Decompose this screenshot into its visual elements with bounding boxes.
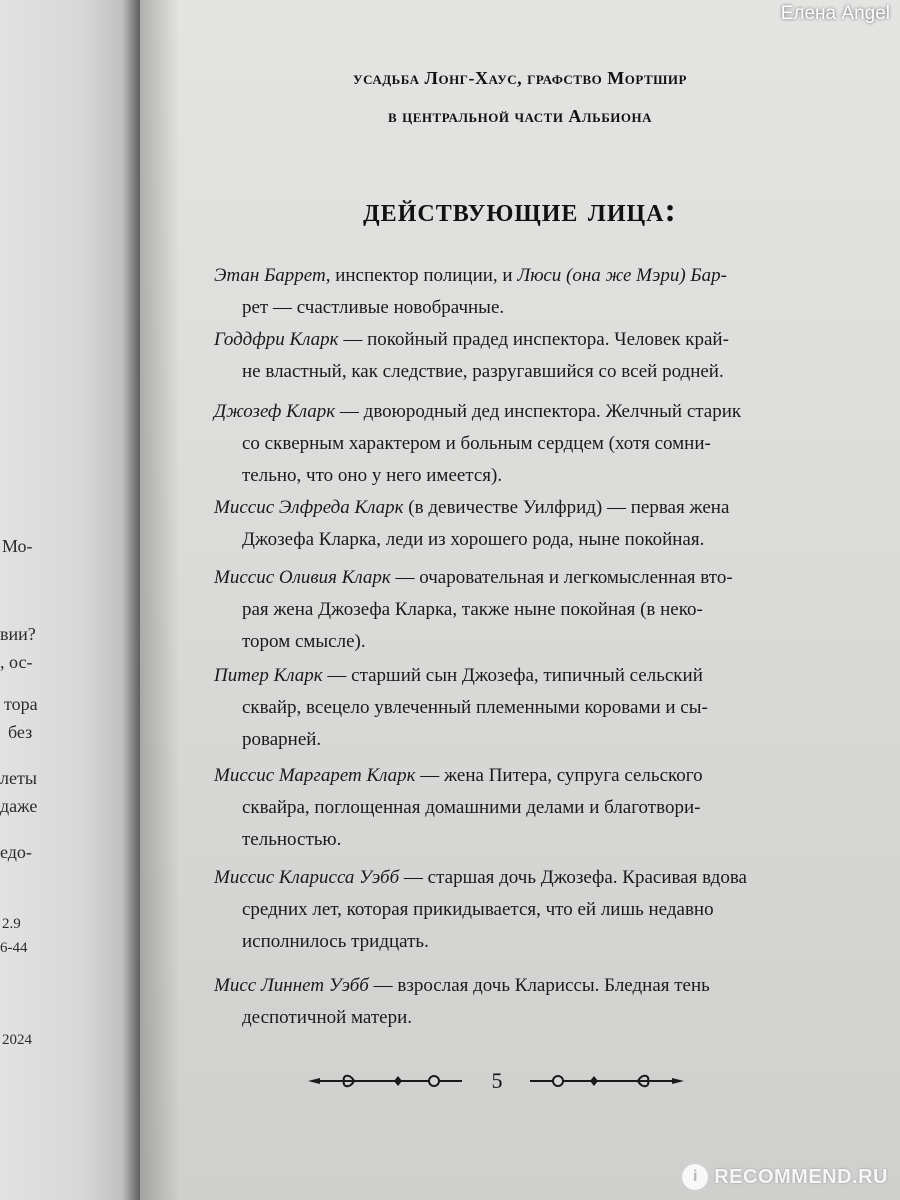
entry-text: рет — счастливые новобрачные. <box>242 297 505 318</box>
entry-text: исполнилось тридцать. <box>242 931 429 952</box>
recommend-logo-icon: i <box>682 1164 708 1190</box>
left-fragment: без <box>8 722 33 742</box>
character-name: Мисс Линнет Уэбб <box>214 975 369 996</box>
character-entry <box>214 760 774 856</box>
left-fragment: тора <box>4 694 38 714</box>
entry-text: тельно, что оно у него имеется). <box>242 465 503 486</box>
entry-text: сквайр, всецело увлеченный племенными коровами и сы- <box>242 697 708 718</box>
character-entry <box>214 260 774 324</box>
entry-text: (в девичестве Уилфрид) — первая жена <box>403 497 730 518</box>
page-heading: действующие лица: <box>363 192 677 229</box>
author-watermark: Елена Angel <box>780 3 890 24</box>
entry-text: со скверным характером и больным сердцем (хотя сомни- <box>242 433 711 454</box>
entry-text: тельностью. <box>242 829 342 850</box>
entry-text: , инспектор полиции, и <box>325 265 518 286</box>
character-name: Годдфри Кларк <box>214 329 339 350</box>
character-name: Этан Баррет <box>214 265 326 286</box>
right-ornament-icon <box>526 1070 686 1092</box>
entry-text: сквайра, поглощенная домашними делами и благотвори- <box>242 797 701 818</box>
place-line-2: в центральной части Альбиона <box>387 106 653 126</box>
left-fragment: 2024 <box>2 1032 32 1048</box>
character-entry <box>214 970 774 1034</box>
entry-text: деспотичной матери. <box>242 1007 413 1028</box>
entry-text: Джозефа Кларка, леди из хорошего рода, ныне покойная. <box>242 529 705 550</box>
left-ornament-icon <box>306 1070 466 1092</box>
site-watermark <box>682 1164 888 1190</box>
left-fragment: даже <box>0 796 38 816</box>
character-entry <box>214 562 774 658</box>
left-fragment: , ос- <box>0 652 33 672</box>
left-fragment: леты <box>0 768 37 788</box>
entry-text: рая жена Джозефа Кларка, также ныне покойная (в неко- <box>242 599 703 620</box>
entry-text: — двоюродный дед инспектора. Желчный старик <box>335 401 742 422</box>
character-name: Миссис Элфреда Кларк <box>214 497 404 518</box>
entry-text: средних лет, которая прикидывается, что ей лишь недавно <box>242 899 714 920</box>
page-number: 5 <box>491 1068 503 1093</box>
character-name: Миссис Маргарет Кларк <box>214 765 416 786</box>
left-fragment: вии? <box>0 624 36 644</box>
character-name: Джозеф Кларк <box>214 401 336 422</box>
character-entry <box>214 396 774 492</box>
entry-text: — старший сын Джозефа, типичный сельский <box>322 665 703 686</box>
character-name: Миссис Оливия Кларк <box>214 567 391 588</box>
character-entry <box>214 324 774 388</box>
entry-text: — взрослая дочь Клариссы. Бледная тень <box>368 975 710 996</box>
entry-text: не властный, как следствие, разругавшийся со всей родней. <box>242 361 724 382</box>
character-entry <box>214 492 774 556</box>
entry-text: — старшая дочь Джозефа. Красивая вдова <box>399 867 747 888</box>
character-name: Питер Кларк <box>214 665 323 686</box>
character-entry <box>214 862 774 958</box>
page-footer <box>140 1062 900 1102</box>
place-line-1: усадьба Лонг-Хаус, графство Мортшир <box>353 68 687 88</box>
entry-text: — покойный прадед инспектора. Человек край- <box>338 329 729 350</box>
character-name: Люси (она же Мэри) Бар- <box>517 265 727 286</box>
left-fragment: едо- <box>0 842 32 862</box>
entry-text: — очаровательная и легкомысленная вто- <box>390 567 733 588</box>
character-name: Миссис Кларисса Уэбб <box>214 867 400 888</box>
left-fragment: Мо- <box>2 536 33 556</box>
left-fragment: 6-44 <box>0 940 28 956</box>
site-watermark-text: RECOMMEND.RU <box>714 1165 888 1188</box>
character-entry <box>214 660 774 756</box>
left-fragment: 2.9 <box>2 916 21 932</box>
entry-text: роварней. <box>242 729 322 750</box>
right-page <box>140 0 900 1200</box>
entry-text: — жена Питера, супруга сельского <box>415 765 703 786</box>
entry-text: тором смысле). <box>242 631 366 652</box>
